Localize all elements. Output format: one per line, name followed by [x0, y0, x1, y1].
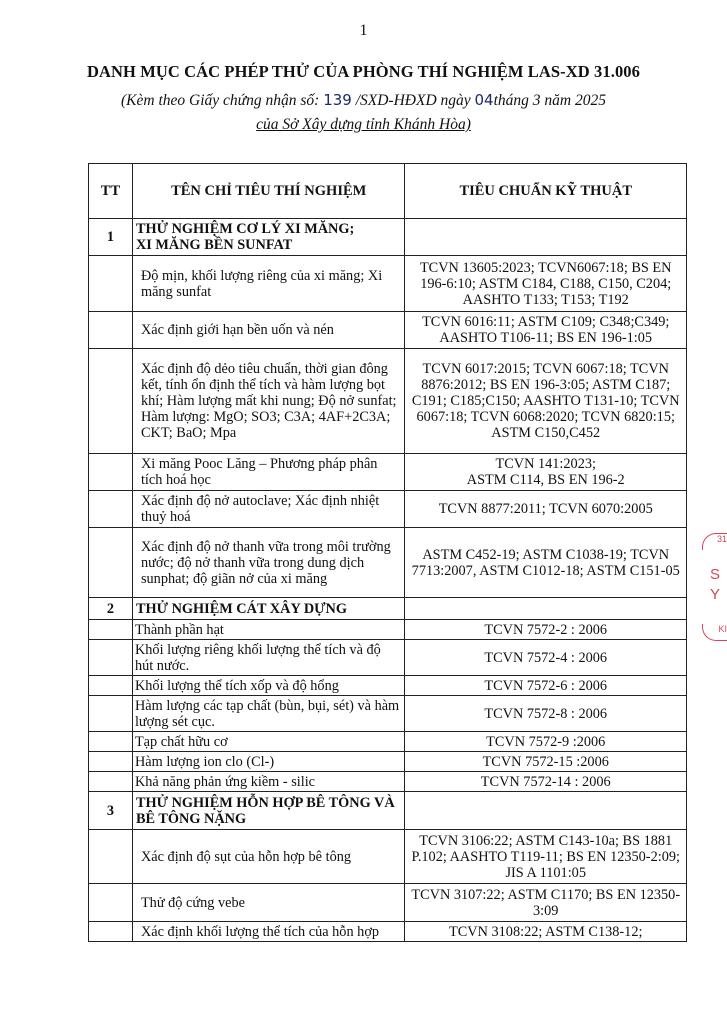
stamp-bottom-arc: KI — [702, 624, 727, 641]
section-title: THỬ NGHIỆM CÁT XÂY DỰNG — [132, 598, 405, 620]
table-row — [89, 676, 687, 696]
section-standard-empty — [405, 792, 687, 830]
test-name: Xác định độ dẻo tiêu chuẩn, thời gian đông kết, tính ổn định thể tích và hàm lượng bọt khí; Hàm lượng mất khi nung; Độ nở sunfat; Hàm lượng: MgO; SO3; C3A; 4AF+2C3A; CKT; BaO; Mpa — [132, 349, 405, 454]
test-name: Thử độ cứng vebe — [132, 884, 405, 922]
subtitle-line2: của Sở Xây dựng tỉnh Khánh Hòa) — [256, 116, 471, 133]
test-name: Xi măng Pooc Lăng – Phương pháp phân tích hoá học — [132, 454, 405, 491]
header-test-name: TÊN CHỈ TIÊU THÍ NGHIỆM — [132, 164, 405, 219]
table-row — [89, 620, 687, 640]
section-title: THỬ NGHIỆM CƠ LÝ XI MĂNG; XI MĂNG BỀN SUNFAT — [132, 219, 405, 256]
table-header-row — [89, 164, 687, 219]
test-standard: TCVN 8877:2011; TCVN 6070:2005 — [405, 491, 687, 528]
test-name: Khối lượng thể tích xốp và độ hổng — [132, 676, 405, 696]
test-standard: TCVN 3108:22; ASTM C138-12; — [405, 922, 687, 942]
table-row — [89, 454, 687, 491]
certificate-day: 04 — [474, 91, 494, 109]
test-standard: TCVN 3107:22; ASTM C1170; BS EN 12350-3:09 — [405, 884, 687, 922]
table-row — [89, 528, 687, 598]
table-row — [89, 772, 687, 792]
test-standard: TCVN 13605:2023; TCVN6067:18; BS EN 196-6:10; ASTM C184, C188, C150, C204; AASHTO T133; T153; T192 — [405, 256, 687, 312]
table-row — [89, 312, 687, 349]
stamp-letter: S — [709, 566, 720, 583]
subtitle-prefix: (Kèm theo Giấy chứng nhận số: — [121, 92, 324, 109]
section-number: 3 — [89, 792, 133, 830]
table-row — [89, 884, 687, 922]
test-standard: TCVN 7572-6 : 2006 — [405, 676, 687, 696]
test-name: Xác định độ nở thanh vữa trong môi trường nước; độ nở thanh vữa trong dung dịch sunphat; độ giãn nở của xi măng — [132, 528, 405, 598]
test-standard: TCVN 7572-14 : 2006 — [405, 772, 687, 792]
section-row — [89, 792, 687, 830]
test-standard: TCVN 7572-8 : 2006 — [405, 696, 687, 732]
table-row — [89, 732, 687, 752]
table-row — [89, 752, 687, 772]
table-row — [89, 922, 687, 942]
test-name: Thành phần hạt — [132, 620, 405, 640]
subtitle-middle: /SXD-HĐXD ngày — [351, 92, 475, 109]
subtitle-suffix: tháng 3 năm 2025 — [493, 92, 606, 109]
test-catalog-table — [88, 163, 687, 942]
test-standard: TCVN 7572-9 :2006 — [405, 732, 687, 752]
stamp-top-arc: 31 — [702, 533, 727, 550]
section-standard-empty — [405, 598, 687, 620]
test-name: Hàm lượng ion clo (Cl-) — [132, 752, 405, 772]
test-name: Hàm lượng các tạp chất (bùn, bụi, sét) và hàm lượng sét cục. — [132, 696, 405, 732]
test-standard: TCVN 7572-15 :2006 — [405, 752, 687, 772]
test-standard: TCVN 6016:11; ASTM C109; C348;C349; AASHTO T106-11; BS EN 196-1:05 — [405, 312, 687, 349]
test-standard: TCVN 3106:22; ASTM C143-10a; BS 1881 P.102; AASHTO T119-11; BS EN 12350-2:09; JIS A 1101:05 — [405, 830, 687, 884]
section-row — [89, 219, 687, 256]
test-standard: TCVN 6017:2015; TCVN 6067:18; TCVN 8876:2012; BS EN 196-3:05; ASTM C187; C191; C185;C150; AASHTO T131-10; TCVN 6067:18; TCVN 6068:2020; TCVN 6820:15; ASTM C150,C452 — [405, 349, 687, 454]
header-tt: TT — [89, 164, 133, 219]
test-standard: TCVN 141:2023; ASTM C114, BS EN 196-2 — [405, 454, 687, 491]
table-row — [89, 696, 687, 732]
stamp-letter: Y — [709, 586, 720, 603]
test-name: Xác định giới hạn bền uốn và nén — [132, 312, 405, 349]
table-row — [89, 640, 687, 676]
test-standard: TCVN 7572-2 : 2006 — [405, 620, 687, 640]
document-title: DANH MỤC CÁC PHÉP THỬ CỦA PHÒNG THÍ NGHIỆM LAS-XD 31.006 — [86, 62, 641, 81]
header-standard: TIÊU CHUẨN KỸ THUẬT — [405, 164, 687, 219]
section-number: 2 — [89, 598, 133, 620]
table-row — [89, 830, 687, 884]
table-row — [89, 491, 687, 528]
test-name: Độ mịn, khối lượng riêng của xi măng; Xi măng sunfat — [132, 256, 405, 312]
section-standard-empty — [405, 219, 687, 256]
test-name: Xác định độ nở autoclave; Xác định nhiệt thuỷ hoá — [132, 491, 405, 528]
test-name: Khả năng phản ứng kiềm - silic — [132, 772, 405, 792]
test-standard: TCVN 7572-4 : 2006 — [405, 640, 687, 676]
table-row — [89, 256, 687, 312]
section-number: 1 — [89, 219, 133, 256]
test-name: Xác định khối lượng thể tích của hỗn hợp — [132, 922, 405, 942]
test-standard: ASTM C452-19; ASTM C1038-19; TCVN 7713:2007, ASTM C1012-18; ASTM C151-05 — [405, 528, 687, 598]
document-subtitle — [0, 88, 727, 137]
section-row — [89, 598, 687, 620]
section-title: THỬ NGHIỆM HỖN HỢP BÊ TÔNG VÀ BÊ TÔNG NẶNG — [132, 792, 405, 830]
test-name: Khối lượng riêng khối lượng thể tích và độ hút nước. — [132, 640, 405, 676]
test-name: Tạp chất hữu cơ — [132, 732, 405, 752]
test-name: Xác định độ sụt của hỗn hợp bê tông — [132, 830, 405, 884]
certificate-number: 139 — [323, 91, 352, 109]
page-number: 1 — [359, 22, 368, 39]
table-row — [89, 349, 687, 454]
